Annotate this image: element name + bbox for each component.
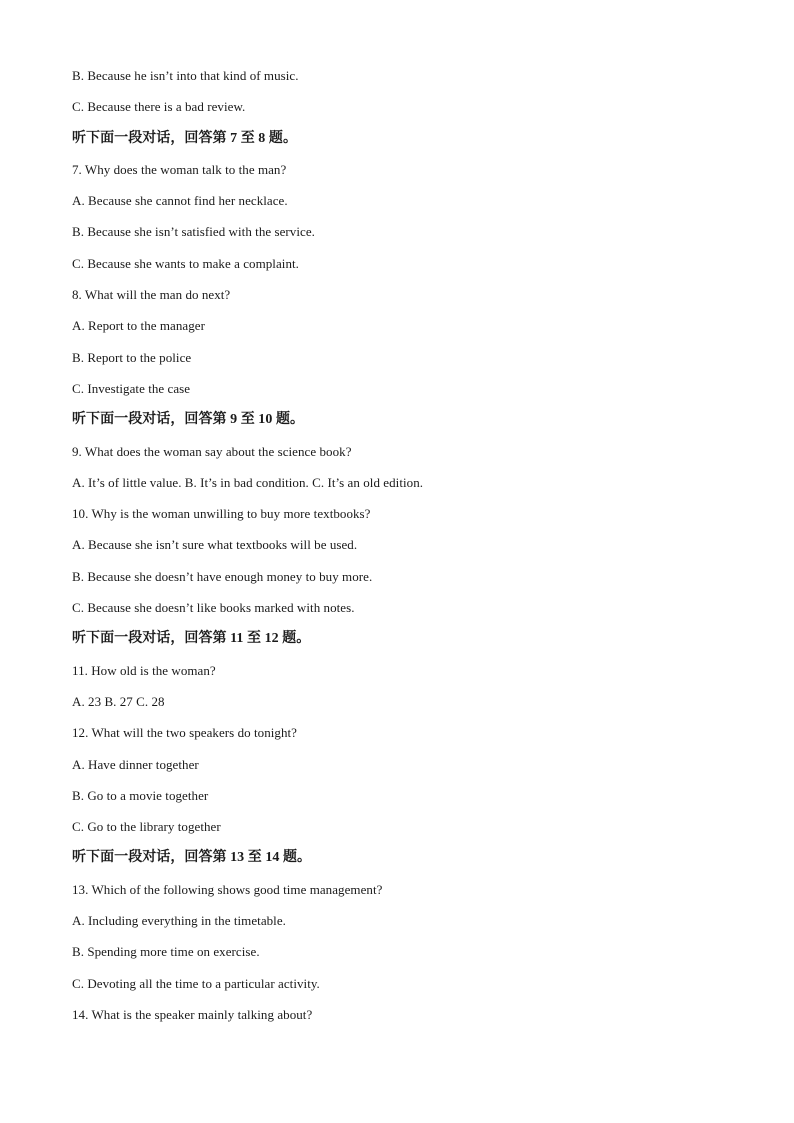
question-9: 9. What does the woman say about the science book? — [72, 443, 352, 459]
option-8a: A. Report to the manager — [72, 318, 205, 334]
option-6c: C. Because there is a bad review. — [72, 99, 246, 115]
question-13: 13. Which of the following shows good time management? — [72, 881, 383, 897]
option-8c: C. Investigate the case — [72, 380, 191, 396]
option-12c: C. Go to the library together — [72, 819, 221, 835]
option-10c: C. Because she doesn’t like books marked with notes. — [72, 600, 355, 616]
option-10b: B. Because she doesn’t have enough money to buy more. — [72, 568, 373, 584]
option-7b: B. Because she isn’t satisfied with the service. — [72, 224, 315, 240]
options-9: A. It’s of little value. B. It’s in bad condition. C. It’s an old edition. — [72, 474, 424, 490]
document-page — [72, 66, 732, 1036]
question-7: 7. Why does the woman talk to the man? — [72, 161, 287, 177]
option-7a: A. Because she cannot find her necklace. — [72, 193, 288, 209]
section-heading-7-8: 听下面一段对话，回答第 7 至 8 题。 — [72, 130, 297, 146]
question-11: 11. How old is the woman? — [72, 662, 216, 678]
options-11: A. 23 B. 27 C. 28 — [72, 693, 165, 709]
option-13b: B. Spending more time on exercise. — [72, 944, 260, 960]
option-13c: C. Devoting all the time to a particular activity. — [72, 975, 320, 991]
section-heading-9-10: 听下面一段对话，回答第 9 至 10 题。 — [72, 412, 305, 428]
question-12: 12. What will the two speakers do tonight? — [72, 725, 297, 741]
option-13a: A. Including everything in the timetable. — [72, 913, 286, 929]
option-10a: A. Because she isn’t sure what textbooks will be used. — [72, 537, 358, 553]
option-6b: B. Because he isn’t into that kind of music. — [72, 68, 299, 83]
option-12b: B. Go to a movie together — [72, 787, 209, 803]
section-heading-13-14: 听下面一段对话，回答第 13 至 14 题。 — [72, 850, 312, 866]
option-12a: A. Have dinner together — [72, 756, 199, 772]
section-heading-11-12: 听下面一段对话，回答第 11 至 12 题。 — [72, 631, 311, 647]
option-8b: B. Report to the police — [72, 349, 192, 365]
question-10: 10. Why is the woman unwilling to buy more textbooks? — [72, 506, 371, 522]
question-14: 14. What is the speaker mainly talking about? — [72, 1006, 313, 1022]
question-8: 8. What will the man do next? — [72, 287, 231, 303]
option-7c: C. Because she wants to make a complaint. — [72, 255, 299, 271]
